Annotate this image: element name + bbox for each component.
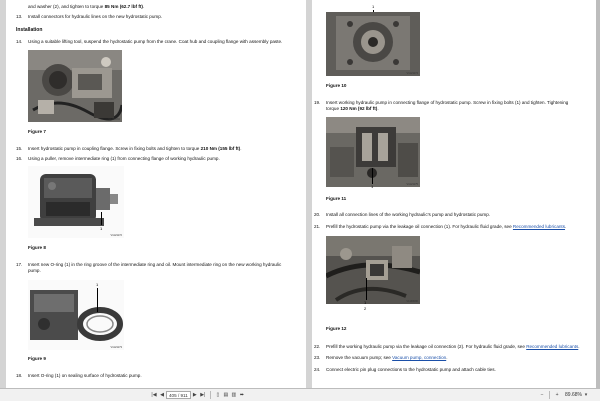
previous-page-icon[interactable]: ◀ xyxy=(160,391,164,398)
step-17-cont: pump. xyxy=(28,268,41,273)
figure-12-image: V1168086 xyxy=(326,236,420,304)
figure-11-image: V1121175 xyxy=(326,117,420,187)
figure-10-caption: Figure 10 xyxy=(326,83,347,88)
figure-10-callout-1: 1 xyxy=(372,4,375,9)
figure-12-caption: Figure 12 xyxy=(326,326,347,331)
link-vacuum-pump-connection[interactable]: Vacuum pump, connection xyxy=(392,355,447,360)
step-24: 24. Connect electric pin plug connections to the hydrostatic pump and attach cable ties. xyxy=(314,367,496,372)
zoom-dropdown-icon[interactable]: ▾ xyxy=(584,391,588,398)
figure-12-callout-2: 2 xyxy=(364,306,367,311)
figure-12-callout-1: 1 xyxy=(364,300,367,305)
step-19: 19. Insert working hydraulic pump in connecting flange of hydrostatic pump. Screw in fixing bolts (1) and tighten. Tightening xyxy=(314,100,569,105)
figure-9-caption: Figure 9 xyxy=(28,356,46,361)
link-recommended-lubricants[interactable]: Recommended lubricants xyxy=(512,224,566,229)
step-13: 13. Install connectors for hydraulic lines on the new hydrostatic pump. xyxy=(16,14,163,19)
step-21: 21. Prefill the hydrostatic pump via the leakage oil connection (1). For hydraulic fluid grade, see Recommended lubricants. xyxy=(314,224,567,229)
page-number-input[interactable]: 405 / 911 xyxy=(166,391,191,399)
toolbar-separator xyxy=(210,391,211,399)
figure-9-image: V1121173 xyxy=(28,280,124,350)
last-page-icon[interactable]: ▶| xyxy=(200,391,206,398)
document-page-left xyxy=(6,0,306,388)
figure-11-caption: Figure 11 xyxy=(326,196,347,201)
two-page-view-icon[interactable]: ▥ xyxy=(231,391,237,398)
step-16: 16. Using a puller, remove intermediate ring (1) from connecting flange of working hydraulic pump. xyxy=(16,156,220,161)
document-page-right xyxy=(312,0,598,388)
step-20: 20. Install all connection lines of the working hydraulic's pump and hydrostatic pump. xyxy=(314,212,491,217)
step-22: 22. Prefill the working hydraulic pump via the leakage oil connection (2). For hydraulic fluid grade, see Recommended lubricants. xyxy=(314,344,580,349)
zoom-out-icon[interactable]: − xyxy=(540,391,544,398)
figure-8-caption: Figure 8 xyxy=(28,245,46,250)
step-17: 17. Insert new O-ring (1) in the ring groove of the intermediate ring and oil. Mount intermediate ring on the new working hydraulic xyxy=(16,262,282,267)
figure-7-image: V1168084 xyxy=(28,50,122,122)
figure-11-leader-line xyxy=(372,168,373,184)
figure-8-leader-line xyxy=(101,212,102,225)
figure-9-leader-line xyxy=(97,288,98,312)
figure-12-leader-line xyxy=(366,278,367,300)
viewer-statusbar xyxy=(0,388,600,401)
zoom-level[interactable]: 89.68% xyxy=(565,391,582,398)
vertical-scrollbar[interactable] xyxy=(596,0,600,388)
first-page-icon[interactable]: |◀ xyxy=(151,391,157,398)
step-18: 18. Insert O-ring (1) on sealing surface of hydrostatic pump. xyxy=(16,373,142,378)
step-14: 14. Using a suitable lifting tool, suspend the hydrostatic pump from the crane. Coat hub and coupling flange with assembly paste. xyxy=(16,39,283,44)
zoom-controls xyxy=(538,390,590,399)
figure-10-image: V1121174 xyxy=(326,12,420,76)
figure-8-image: V1121172 xyxy=(28,166,124,238)
single-page-view-icon[interactable]: ▯ xyxy=(216,391,220,398)
page-navigation xyxy=(150,390,246,399)
zoom-separator xyxy=(549,391,550,399)
step-continuation: and washer (2), and tighten to torque 85 Nm (62.7 lbf ft). xyxy=(28,4,145,9)
section-heading-installation: Installation xyxy=(16,27,43,33)
next-page-icon[interactable]: ▶ xyxy=(192,391,197,398)
fit-width-icon[interactable]: ⬌ xyxy=(239,391,244,398)
figure-8-callout-1: 1 xyxy=(100,226,103,231)
step-23: 23. Remove the vacuum pump; see Vacuum pump, connection. xyxy=(314,355,448,360)
step-15: 15. Insert hydrostatic pump in coupling flange. Screw in fixing bolts and tighten to torque 210 Nm (155 lbf ft). xyxy=(16,146,242,151)
continuous-view-icon[interactable]: ▤ xyxy=(223,391,229,398)
step-19-cont: torque 120 Nm (92 lbf ft). xyxy=(326,106,379,111)
figure-9-callout-1: 1 xyxy=(96,282,99,287)
link-recommended-lubricants-2[interactable]: Recommended lubricants xyxy=(526,344,579,349)
figure-7-caption: Figure 7 xyxy=(28,129,46,134)
zoom-in-icon[interactable]: + xyxy=(555,391,559,398)
figure-11-callout-1: 1 xyxy=(371,184,374,189)
